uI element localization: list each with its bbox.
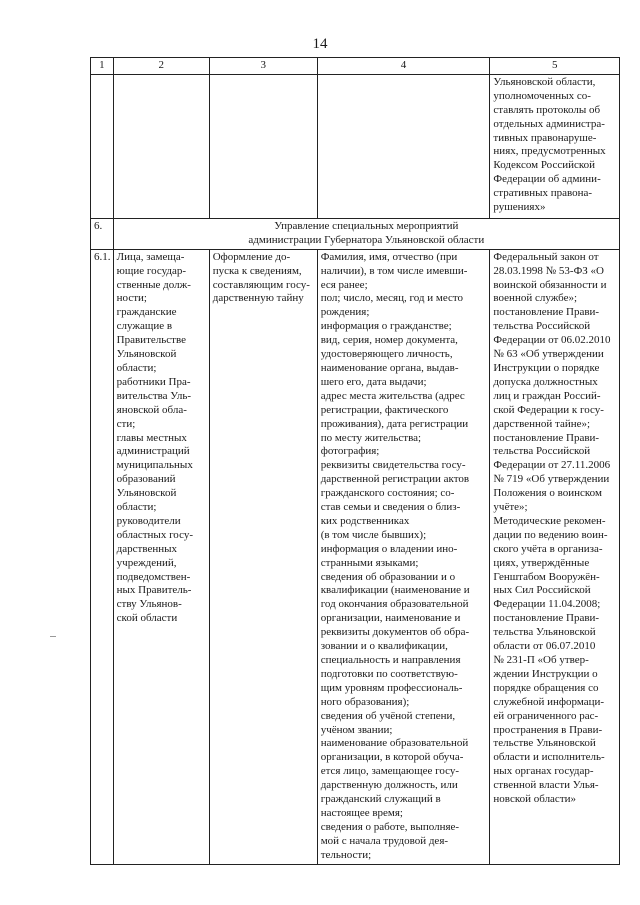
continuation-col-1 — [91, 74, 114, 218]
header-col-4: 4 — [317, 58, 490, 75]
margin-mark — [50, 636, 56, 637]
continuation-col-3 — [209, 74, 317, 218]
section-row — [91, 218, 620, 249]
registry-table — [90, 57, 620, 865]
header-col-2: 2 — [113, 58, 209, 75]
row-data-list: Фамилия, имя, отчество (при наличии), в том числе имевши- еся ранее; пол; число, месяц, год и место рождения; информация о гражданстве; вид, серия, номер документа, удостоверяющего личность, наименование органа, выдав- шего его, дата выдачи; адрес места жительства (адрес регистрации, фактического проживания), дата регистрации по месту жительства; фотография; реквизиты свидетельства госу- дарственной регистрации актов гражданского состояния; со- став семьи и сведения о близ- ких родственниках (в том числе бывших); информация о владении ино- странными языками; сведения об образовании и о квалификации (наименование и год окончания образовательной организации, наименование и реквизиты документов об обра- зовании и о квалификации, специальность и направления подготовки по соответствую- щим уровням профессиональ- ного образования); сведения об учёной степени, учёном звании; наименование образовательной организации, в которой обуча- ется лицо, замещающее госу- дарственную должность, или гражданский служащий в настоящее время; сведения о работе, выполняе- мой с начала трудовой дея- тельности; — [317, 249, 490, 864]
continuation-row — [91, 74, 620, 218]
table-row — [91, 249, 620, 864]
continuation-col-4 — [317, 74, 490, 218]
continuation-legal-text: Ульяновской области, уполномоченных со- ставлять протоколы об отдельных администра- тивных правонаруше- ниях, предусмотренных Кодексом Российской Федерации об админи- стративных правона- рушениях» — [490, 74, 620, 218]
section-number: 6. — [91, 218, 114, 249]
page-number: 14 — [312, 36, 328, 52]
row-legal-basis: Федеральный закон от 28.03.1998 № 53-ФЗ «О воинской обязанности и военной службе»; постановление Прави- тельства Российской Федерации от 06.02.2010 № 63 «Об утверждении Инструкции о порядке допуска должностных лиц и граждан Россий- ской Федерации к госу- дарственной тайне»; постановление Прави- тельства Российской Федерации от 27.11.2006 № 719 «Об утверждении Положения о воинском учёте»; Методические рекомен- дации по ведению воин- ского учёта в организа- циях, утверждённые Генштабом Вооружён- ных Сил Российской Федерации 11.04.2008; постановление Прави- тельства Ульяновской области от 06.07.2010 № 231-П «Об утвер- ждении Инструкции о порядке обращения со служебной информаци- ей ограниченного рас- пространения в Прави- тельстве Ульяновской области и исполнитель- ных органах государ- ственной власти Улья- новской области» — [490, 249, 620, 864]
row-purpose: Оформление до- пуска к сведениям, составляющим госу- дарственную тайну — [209, 249, 317, 864]
continuation-col-2 — [113, 74, 209, 218]
header-col-5: 5 — [490, 58, 620, 75]
header-col-1: 1 — [91, 58, 114, 75]
row-subjects: Лица, замеща- ющие государ- ственные долж- ности; гражданские служащие в Правительстве Ульяновской области; работники Пра- вительства Уль- яновской обла- сти; главы местных администраций муниципальных образований Ульяновской области; руководители областных госу- дарственных учреждений, подведомствен- ных Правитель- ству Ульянов- ской области — [113, 249, 209, 864]
row-number: 6.1. — [91, 249, 114, 864]
section-title: Управление специальных мероприятий администрации Губернатора Ульяновской области — [113, 218, 619, 249]
header-col-3: 3 — [209, 58, 317, 75]
header-row — [91, 58, 620, 75]
